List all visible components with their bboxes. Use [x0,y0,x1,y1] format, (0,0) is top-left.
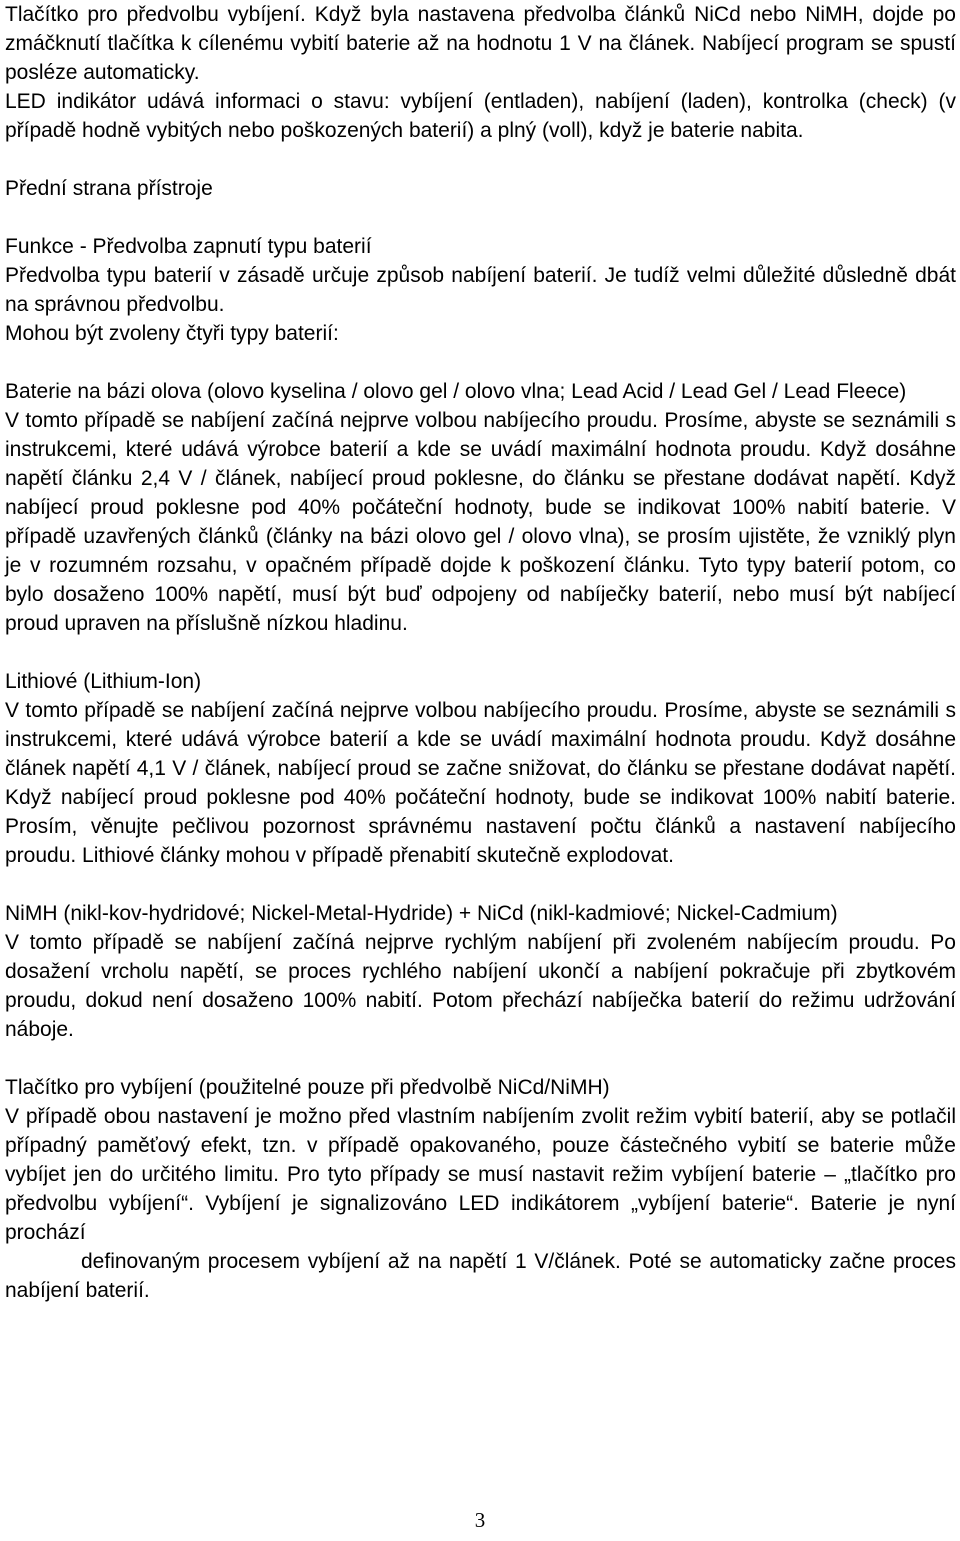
discharge-paragraph [5,1102,956,1305]
paragraph-spacer [5,203,956,232]
discharge-text-indented: definovaným procesem vybíjení až na napětí 1 V/článek. Poté se automaticky začne proces nabíjení baterií. [5,1250,956,1302]
nimh-nicd-heading: NiMH (nikl-kov-hydridové; Nickel-Metal-Hydride) + NiCd (nikl-kadmiové; Nickel-Cadmium) [5,902,838,925]
paragraph-spacer [5,145,956,174]
page-number: 3 [474,1508,486,1532]
paragraph-spacer [5,348,956,377]
lithium-paragraph: V tomto případě se nabíjení začíná nejprve volbou nabíjecího proudu. Prosíme, abyste se seznámili s instrukcemi, které udává výrobce baterií a kde se uvádí maximální hodnota proudu. Když dosáhne článek napětí 4,1 V / článek, nabíjecí proud se začne snižovat, do článku se přestane dodávat napětí. Když nabíjecí proud poklesne pod 40% počáteční hodnoty, bude se indikovat 100% nabití baterie. Prosím, věnujte pečlivou pozornost správnému nastavení počtu článků a nastavení nabíjecího proudu. Lithiové články mohou v případě přenabití skutečně explodovat. [5,699,956,867]
front-side-heading: Přední strana přístroje [5,177,213,200]
discharge-heading: Tlačítko pro vybíjení (použitelné pouze při předvolbě NiCd/NiMH) [5,1076,610,1099]
paragraph-spacer [5,1044,956,1073]
function-heading: Funkce - Předvolba zapnutí typu baterií [5,235,372,258]
discharge-text-main: V případě obou nastavení je možno před vlastním nabíjením zvolit režim vybití baterií, aby se potlačil případný paměťový efekt, tzn. v případě opakovaného, pouze částečného vybití se baterie může vybíjet jen do určitého limitu. Pro tyto případy se musí nastavit režim vybíjení baterie – „tlačítko pro předvolbu vybíjení“. Vybíjení je signalizováno LED indikátorem „vybíjení baterie“. Baterie je nyní prochází [5,1105,956,1244]
function-paragraph: Předvolba typu baterií v zásadě určuje způsob nabíjení baterií. Je tudíž velmi důležité důsledně dbát na správnou předvolbu. [5,264,956,316]
intro-paragraph-led-indicator: LED indikátor udává informaci o stavu: vybíjení (entladen), nabíjení (laden), kontrolka (check) (v případě hodně vybitých nebo poškozených baterií) a plný (voll), když je baterie nabita. [5,90,956,142]
lead-acid-paragraph: V tomto případě se nabíjení začíná nejprve volbou nabíjecího proudu. Prosíme, abyste se seznámili s instrukcemi, které udává výrobce baterií a kde se uvádí maximální hodnota proudu. Když dosáhne napětí článku 2,4 V / článek, nabíjecí proud poklesne, do článku se přestane dodávat napětí. Když nabíjecí proud poklesne pod 40% počáteční hodnoty, bude se indikovat 100% nabití baterie. V případě uzavřených článků (články na bázi olovo gel / olovo vlna), se prosím ujistěte, že vzniklý plyn je v rozumném rozsahu, v opačném případě dojde k poškození článku. Tyto typy baterií potom, co bylo dosaženo 100% napětí, musí být buď odpojeny od nabíječky baterií, nebo musí být nabíjecí proud upraven na příslušně nízkou hladinu. [5,409,956,635]
paragraph-spacer [5,638,956,667]
nimh-nicd-paragraph: V tomto případě se nabíjení začíná nejprve rychlým nabíjení při zvoleném nabíjecím proudu. Po dosažení vrcholu napětí, se proces rychlého nabíjení ukončí a nabíjení pokračuje při zbytkovém proudu, dokud není dosaženo 100% nabití. Potom přechází nabíječka baterií do režimu udržování náboje. [5,931,956,1041]
battery-types-intro: Mohou být zvoleny čtyři typy baterií: [5,322,339,345]
document-body [5,0,956,1305]
paragraph-spacer [5,870,956,899]
lithium-heading: Lithiové (Lithium-Ion) [5,670,202,693]
lead-acid-heading: Baterie na bázi olova (olovo kyselina / olovo gel / olovo vlna; Lead Acid / Lead Gel / Lead Fleece) [5,380,907,403]
intro-paragraph-discharge-button: Tlačítko pro předvolbu vybíjení. Když byla nastavena předvolba článků NiCd nebo NiMH, dojde po zmáčknutí tlačítka k cílenému vybití baterie až na hodnotu 1 V na článek. Nabíjecí program se spustí posléze automaticky. [5,3,956,84]
